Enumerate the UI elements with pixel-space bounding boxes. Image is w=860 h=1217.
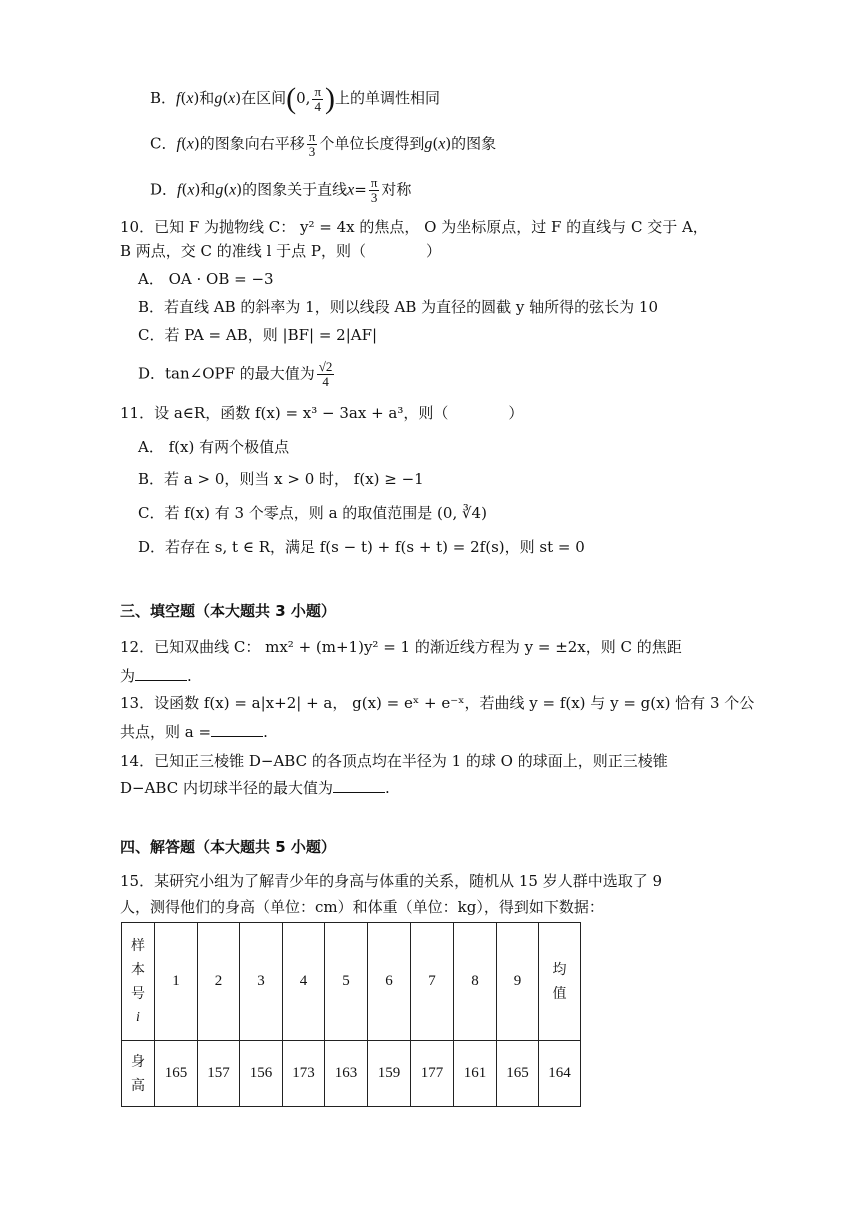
table-cell: 7 <box>411 923 454 1041</box>
table-cell-mean: 164 <box>539 1041 581 1107</box>
table-cell: 165 <box>497 1041 539 1107</box>
table-cell: 161 <box>454 1041 497 1107</box>
q10-option-d: D．tan∠OPF 的最大值为 $\frac{√2}{4}$ <box>138 359 333 389</box>
table-cell: 165 <box>155 1041 198 1107</box>
table-cell: 8 <box>454 923 497 1041</box>
table-cell: 3 <box>240 923 283 1041</box>
q10-stem-line1: 10．已知 F 为抛物线 C： y² = 4x 的焦点， O 为坐标原点，过 F 的直线与 C 交于 A， <box>120 218 708 236</box>
table-cell: 1 <box>155 923 198 1041</box>
q13-answer-blank[interactable] <box>211 720 263 737</box>
table-cell: 6 <box>368 923 411 1041</box>
q10-option-b: B．若直线 AB 的斜率为 1，则以线段 AB 为直径的圆截 y 轴所得的弦长为 10 <box>138 298 658 316</box>
height-data-table <box>121 922 581 1107</box>
q14-answer-blank[interactable] <box>333 776 385 793</box>
q10-stem-line2: B 两点，交 C 的准线 l 于点 P，则（ ） <box>120 242 442 260</box>
q11-option-c: C．若 f(x) 有 3 个零点，则 a 的取值范围是 (0, ∛4) <box>138 504 487 522</box>
table-cell: 173 <box>283 1041 325 1107</box>
q10-option-a: A． OA · OB = −3 <box>138 270 274 288</box>
q9-option-b: B．f(x)和g(x)在区间(0, $\frac{\pi}{4}$ )上的单调性相同 <box>150 82 441 115</box>
q11-stem: 11．设 a∈R，函数 f(x) = x³ − 3ax + a³，则（ ） <box>120 404 524 422</box>
table-header-sample-index: 样 本 号 i <box>122 923 155 1041</box>
q12-line2: 为 . <box>120 664 192 687</box>
table-row-height <box>122 1041 581 1107</box>
q15-line2: 人，测得他们的身高（单位：cm）和体重（单位：kg），得到如下数据： <box>120 898 604 916</box>
table-header-mean: 均 值 <box>539 923 581 1041</box>
q12-line1: 12．已知双曲线 C： mx² + (m+1)y² = 1 的渐近线方程为 y = ±2x，则 C 的焦距 <box>120 638 682 656</box>
table-header-height: 身 高 <box>122 1041 155 1107</box>
q9-option-d: D．f(x)和g(x)的图象关于直线x= $\frac{\pi}{3}$ 对称 <box>150 175 412 205</box>
table-cell: 177 <box>411 1041 454 1107</box>
q9-option-c: C．f(x)的图象向右平移 $\frac{\pi}{3}$ 个单位长度得到g(x)的图象 <box>150 129 497 159</box>
table-row-index <box>122 923 581 1041</box>
q14-line2: D−ABC 内切球半径的最大值为 . <box>120 776 390 799</box>
table-cell: 163 <box>325 1041 368 1107</box>
table-cell: 156 <box>240 1041 283 1107</box>
q10-option-c: C．若 PA = AB，则 |BF| = 2|AF| <box>138 326 378 344</box>
q11-option-b: B．若 a > 0，则当 x > 0 时， f(x) ≥ −1 <box>138 470 424 488</box>
q13-line2: 共点，则 a = . <box>120 720 268 743</box>
q11-option-d: D．若存在 s, t ∈ R，满足 f(s − t) + f(s + t) = 2f(s)，则 st = 0 <box>138 538 585 556</box>
table-cell: 157 <box>198 1041 240 1107</box>
table-cell: 5 <box>325 923 368 1041</box>
q14-line1: 14．已知正三棱锥 D−ABC 的各顶点均在半径为 1 的球 O 的球面上，则正三棱锥 <box>120 752 668 770</box>
section-fill-in-heading: 三、填空题（本大题共 3 小题） <box>120 602 336 620</box>
q12-answer-blank[interactable] <box>135 664 187 681</box>
table-cell: 159 <box>368 1041 411 1107</box>
table-cell: 2 <box>198 923 240 1041</box>
q11-option-a: A． f(x) 有两个极值点 <box>138 438 290 456</box>
section-solution-heading: 四、解答题（本大题共 5 小题） <box>120 838 336 856</box>
table-cell: 4 <box>283 923 325 1041</box>
table-cell: 9 <box>497 923 539 1041</box>
q13-line1: 13．设函数 f(x) = a|x+2| + a， g(x) = eˣ + e⁻ˣ，若曲线 y = f(x) 与 y = g(x) 恰有 3 个公 <box>120 694 755 712</box>
q15-line1: 15．某研究小组为了解青少年的身高与体重的关系，随机从 15 岁人群中选取了 9 <box>120 872 663 890</box>
